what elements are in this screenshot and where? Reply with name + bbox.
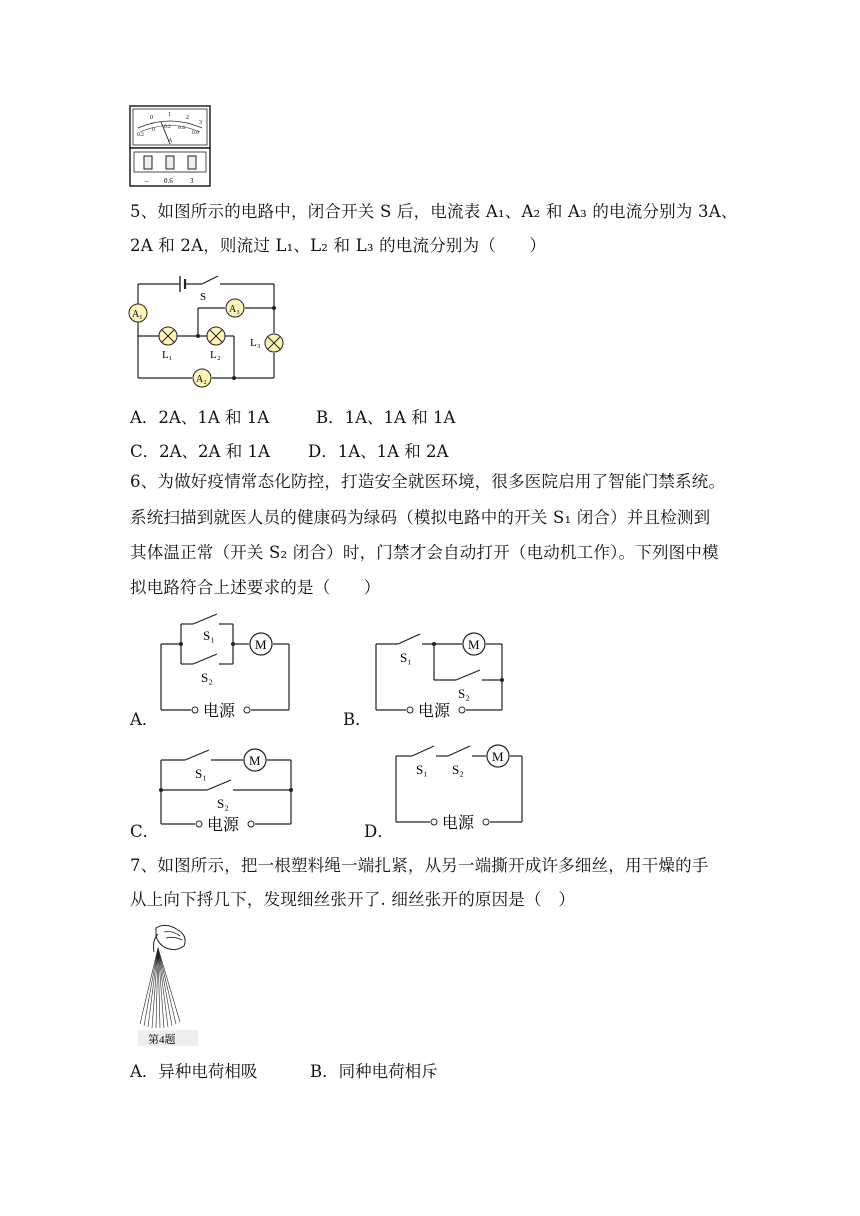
- q5-lamp-l2: L₂: [210, 349, 221, 361]
- q6-b-s1: S₁: [400, 650, 412, 665]
- q5-meter-a1: A₁: [132, 309, 143, 320]
- ammeter-terminal-1: 0.6: [164, 177, 173, 185]
- ammeter-terminal-2: 3: [190, 177, 194, 185]
- q5-option-c[interactable]: C．2A、2A 和 1A: [130, 442, 270, 461]
- q5-option-a[interactable]: A．2A、1A 和 1A: [130, 408, 270, 427]
- q6-line-3: 其体温正常（开关 S₂ 闭合）时，门禁才会自动打开（电动机工作）。下列图中模: [130, 543, 719, 562]
- ammeter-terminal-0: –: [145, 177, 149, 185]
- q6-c-s1: S₁: [195, 766, 207, 781]
- q6-c-source: 电源: [207, 817, 240, 834]
- q5-meter-a2: A₂: [196, 374, 207, 385]
- q6-option-b-letter[interactable]: B．: [343, 710, 372, 729]
- q6-circuit-a: [155, 612, 295, 722]
- q5-line-1: 5、如图所示的电路中，闭合开关 S 后，电流表 A₁、A₂ 和 A₃ 的电流分别为 3A、: [130, 202, 738, 221]
- q5-circuit-diagram: [128, 270, 288, 388]
- q6-line-1: 6、为做好疫情常态化防控，打造安全就医环境，很多医院启用了智能门禁系统。: [130, 472, 726, 491]
- q5-lamp-l1: L₁: [162, 349, 173, 361]
- q7-line-1: 7、如图所示，把一根塑料绳一端扎紧，从另一端撕开成许多细丝，用干燥的手: [130, 856, 709, 875]
- q6-a-s2: S₂: [201, 670, 213, 685]
- ammeter-scale-bottom-1: 0: [152, 127, 155, 133]
- ammeter-scale-top-1: 1: [168, 112, 171, 118]
- q6-b-source: 电源: [418, 703, 451, 720]
- ammeter-figure: [128, 104, 212, 190]
- q5-lamp-l3: L₃: [250, 337, 261, 349]
- q6-option-a-letter[interactable]: A．: [130, 710, 159, 729]
- q6-d-source: 电源: [442, 815, 475, 832]
- q6-b-s2: S₂: [458, 686, 470, 701]
- ammeter-scale-bottom-4: 0.6: [192, 130, 199, 136]
- q6-a-s1: S₁: [203, 628, 215, 643]
- q5-switch-label: S: [200, 291, 207, 303]
- q5-meter-a3: A₃: [229, 304, 240, 315]
- q6-a-source: 电源: [203, 703, 236, 720]
- q5-line-2: 2A 和 2A，则流过 L₁、L₂ 和 L₃ 的电流分别为（ ）: [130, 236, 547, 255]
- q5-option-d[interactable]: D．1A、1A 和 2A: [308, 442, 449, 461]
- q6-option-d-letter[interactable]: D．: [364, 822, 394, 841]
- ammeter-scale-top-0: 0: [150, 115, 153, 121]
- ammeter-scale-top-3: 3: [199, 120, 202, 126]
- q6-line-2: 系统扫描到就医人员的健康码为绿码（模拟电路中的开关 S₁ 闭合）并且检测到: [130, 508, 711, 527]
- q5-option-b[interactable]: B．1A、1A 和 1A: [316, 408, 456, 427]
- q7-option-b[interactable]: B．同种电荷相斥: [310, 1062, 438, 1081]
- q6-c-s2: S₂: [217, 796, 229, 811]
- q6-d-s1: S₁: [416, 762, 428, 777]
- q6-a-motor: M: [255, 637, 267, 652]
- q6-d-s2: S₂: [452, 762, 464, 777]
- q6-c-motor: M: [249, 753, 261, 768]
- ammeter-scale-top-2: 2: [186, 115, 189, 121]
- q6-line-4: 拟电路符合上述要求的是（ ）: [130, 578, 381, 597]
- q7-option-a[interactable]: A．异种电荷相吸: [130, 1062, 258, 1081]
- q6-d-motor: M: [492, 749, 504, 764]
- ammeter-scale-bottom-2: 0.2: [164, 124, 171, 130]
- q7-figure-caption: 第4题: [148, 1034, 176, 1046]
- q6-circuit-b: [370, 622, 510, 722]
- q6-option-c-letter[interactable]: C．: [130, 822, 160, 841]
- q6-b-motor: M: [468, 637, 480, 652]
- ammeter-unit: A: [168, 138, 173, 144]
- q7-line-2: 从上向下捋几下，发现细丝张开了. 细丝张开的原因是（ ）: [130, 890, 576, 909]
- q6-circuit-d: [390, 740, 530, 834]
- ammeter-scale-bottom-0: 0.2: [137, 132, 144, 138]
- q7-string-figure: [136, 922, 200, 1048]
- ammeter-scale-bottom-3: 0.4: [178, 125, 185, 131]
- q6-circuit-c: [155, 744, 300, 836]
